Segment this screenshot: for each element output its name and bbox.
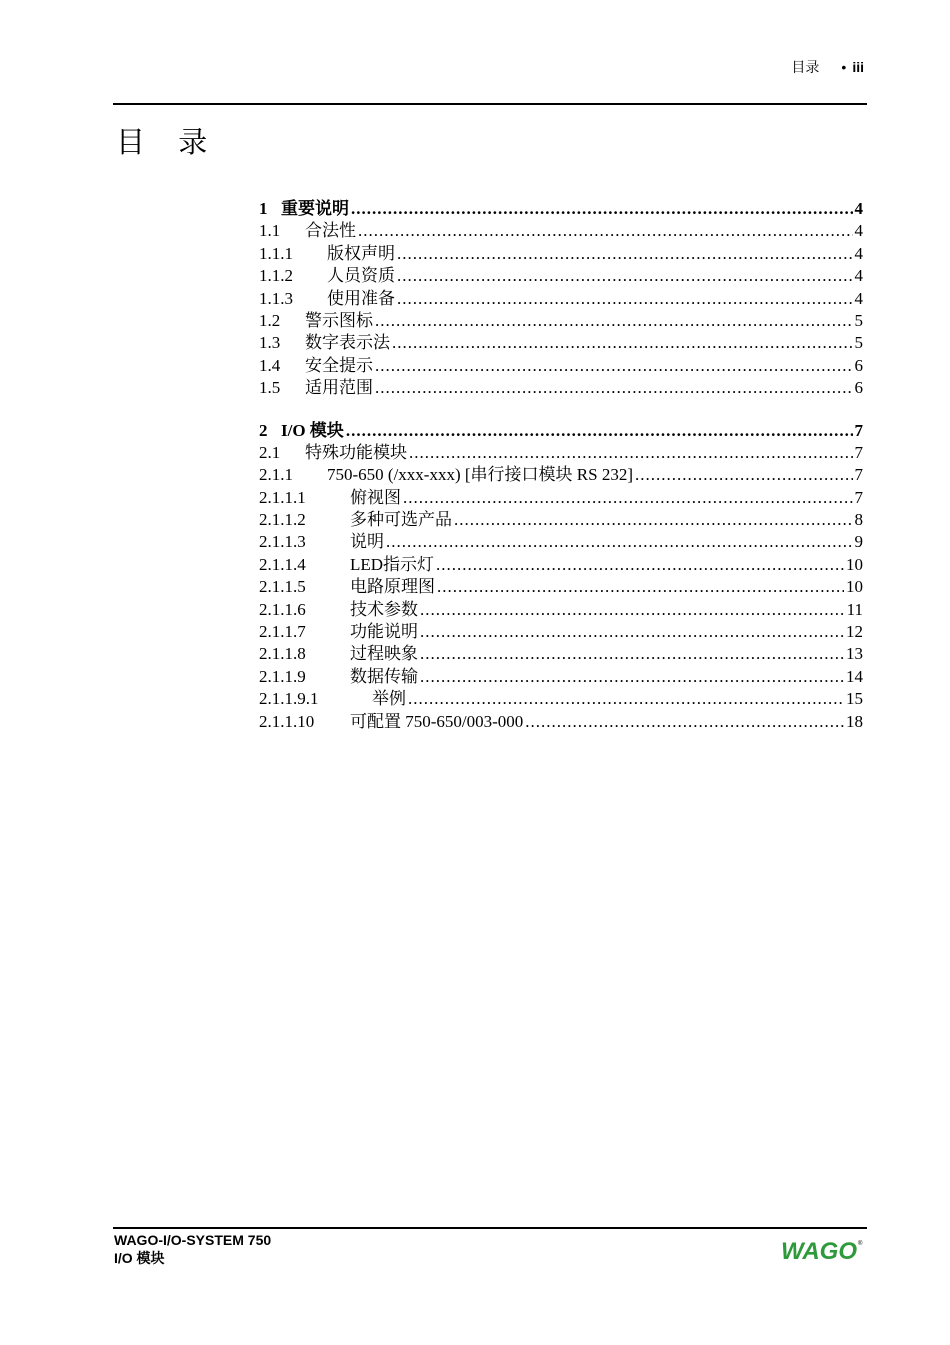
toc-entry[interactable] [259,332,863,354]
toc-entry-page: 7 [854,442,863,462]
toc-entry-page: 5 [854,310,863,330]
toc-entry-number: 2.1.1.5 [259,577,306,597]
toc-entry-title: 重要说明 [281,199,349,218]
footer-text [114,1231,271,1267]
toc-leader-dots [397,265,853,287]
toc-entry-number: 1.4 [259,355,281,375]
toc-entry[interactable] [259,531,863,553]
table-of-contents [259,198,863,733]
toc-entry-page: 4 [854,266,863,286]
toc-entry[interactable] [259,355,863,377]
toc-leader-dots [351,198,853,220]
toc-entry-title: 举例 [372,689,406,709]
toc-leader-dots [525,711,844,733]
toc-leader-dots [454,509,853,531]
toc-entry-page: 12 [846,622,863,642]
toc-leader-dots [375,377,853,399]
header-page-number: iii [852,59,864,75]
toc-entry-number: 2.1.1.9 [259,666,306,686]
toc-leader-dots [397,288,853,310]
toc-entry-number: 2.1.1.3 [259,532,306,552]
toc-entry-page: 10 [846,554,863,574]
toc-leader-dots [392,332,853,354]
toc-entry[interactable] [259,243,863,265]
toc-entry-page: 5 [854,333,863,353]
toc-entry[interactable] [259,420,863,442]
toc-entry-number: 1.1 [259,221,281,241]
toc-entry-page: 9 [854,532,863,552]
wago-logo-text: WAGO [781,1238,858,1262]
running-header [791,57,864,77]
toc-entry-page: 11 [846,599,863,619]
toc-entry-page: 13 [846,644,863,664]
header-bullet: • [841,59,847,75]
toc-entry-title: 特殊功能模块 [305,442,407,462]
toc-entry-number: 2.1.1.7 [259,622,306,642]
toc-entry[interactable] [259,310,863,332]
toc-entry-number: 2.1.1.2 [259,510,306,530]
toc-entry-title: 技术参数 [350,599,418,619]
toc-entry-number: 2.1.1 [259,465,293,485]
toc-leader-dots [397,243,853,265]
page-title: 目 录 [116,125,220,159]
toc-entry-title: 适用范围 [305,378,373,398]
toc-entry-title: 说明 [350,532,384,552]
toc-entry-number: 1.1.2 [259,266,293,286]
toc-entry[interactable] [259,688,863,710]
toc-entry[interactable] [259,643,863,665]
toc-entry-page: 7 [854,420,863,440]
toc-entry-number: 2.1.1.4 [259,554,306,574]
toc-entry-page: 18 [846,711,863,731]
toc-entry[interactable] [259,554,863,576]
svg-text:®: ® [858,1241,863,1247]
toc-entry[interactable] [259,621,863,643]
footer-subtitle: I/O 模块 [114,1250,165,1266]
toc-entry-title: 功能说明 [350,622,418,642]
toc-entry-page: 10 [846,577,863,597]
wago-logo [781,1238,863,1262]
toc-leader-dots [420,666,844,688]
toc-entry-title: 过程映象 [350,644,418,664]
toc-entry-title: 安全提示 [305,355,373,375]
toc-entry-title: 合法性 [305,221,356,241]
toc-leader-dots [436,554,844,576]
toc-entry[interactable] [259,509,863,531]
toc-leader-dots [420,643,844,665]
toc-entry-number: 1 [259,199,268,218]
toc-entry-title: LED指示灯 [350,554,435,574]
toc-entry[interactable] [259,576,863,598]
toc-entry[interactable] [259,711,863,733]
toc-entry-page: 14 [846,666,863,686]
toc-entry-number: 1.1.3 [259,288,293,308]
toc-entry-page: 4 [854,199,863,218]
toc-entry-number: 2.1.1.10 [259,711,315,731]
toc-leader-dots [437,576,844,598]
toc-entry-number: 2.1.1.8 [259,644,306,664]
toc-entry-title: 数字表示法 [305,333,390,353]
toc-entry-page: 8 [854,510,863,530]
toc-entry-page: 6 [854,378,863,398]
toc-entry[interactable] [259,666,863,688]
toc-entry-page: 4 [854,243,863,263]
toc-entry-number: 1.1.1 [259,243,293,263]
toc-entry[interactable] [259,599,863,621]
toc-entry-number: 2.1.1.1 [259,487,306,507]
toc-entry-title: 750-650 (/xxx-xxx) [串行接口模块 RS 232] [327,465,633,485]
toc-leader-dots [420,599,845,621]
toc-entry-page: 7 [854,465,863,485]
toc-entry-page: 4 [854,288,863,308]
toc-entry[interactable] [259,198,863,220]
toc-entry-number: 2 [259,420,268,440]
toc-entry[interactable] [259,265,863,287]
toc-entry[interactable] [259,464,863,486]
toc-entry[interactable] [259,377,863,399]
toc-entry-number: 2.1 [259,442,281,462]
footer-rule [113,1227,867,1229]
toc-entry-number: 1.5 [259,378,281,398]
toc-leader-dots [409,442,853,464]
toc-entry-title: 人员资质 [327,266,395,286]
toc-leader-dots [420,621,844,643]
toc-leader-dots [375,310,853,332]
toc-entry[interactable] [259,487,863,509]
toc-entry[interactable] [259,288,863,310]
toc-entry-title: 电路原理图 [350,577,435,597]
header-section-label: 目录 [791,59,820,75]
toc-entry-page: 7 [854,487,863,507]
toc-entry-title: 可配置 750-650/003-000 [350,711,524,731]
toc-entry-number: 2.1.1.6 [259,599,306,619]
toc-entry-page: 4 [854,221,863,241]
header-rule [113,103,867,105]
toc-entry-number: 1.2 [259,310,281,330]
toc-entry-title: 俯视图 [350,487,401,507]
toc-leader-dots [635,464,853,486]
toc-leader-dots [375,355,853,377]
toc-leader-dots [408,688,844,710]
toc-entry-title: 使用准备 [327,288,395,308]
toc-entry-page: 6 [854,355,863,375]
toc-leader-dots [403,487,853,509]
toc-entry-number: 2.1.1.9.1 [259,689,319,709]
toc-entry-page: 15 [846,689,863,709]
toc-entry-title: 多种可选产品 [350,510,452,530]
toc-entry[interactable] [259,220,863,242]
toc-entry-title: 版权声明 [327,243,395,263]
toc-entry-title: 警示图标 [305,310,373,330]
footer-product: WAGO-I/O-SYSTEM 750 [114,1232,272,1248]
toc-leader-dots [346,420,853,442]
toc-leader-dots [358,220,853,242]
toc-entry-title: 数据传输 [350,666,418,686]
toc-entry[interactable] [259,442,863,464]
toc-leader-dots [386,531,853,553]
toc-entry-number: 1.3 [259,333,281,353]
toc-entry-title: I/O 模块 [281,420,344,440]
